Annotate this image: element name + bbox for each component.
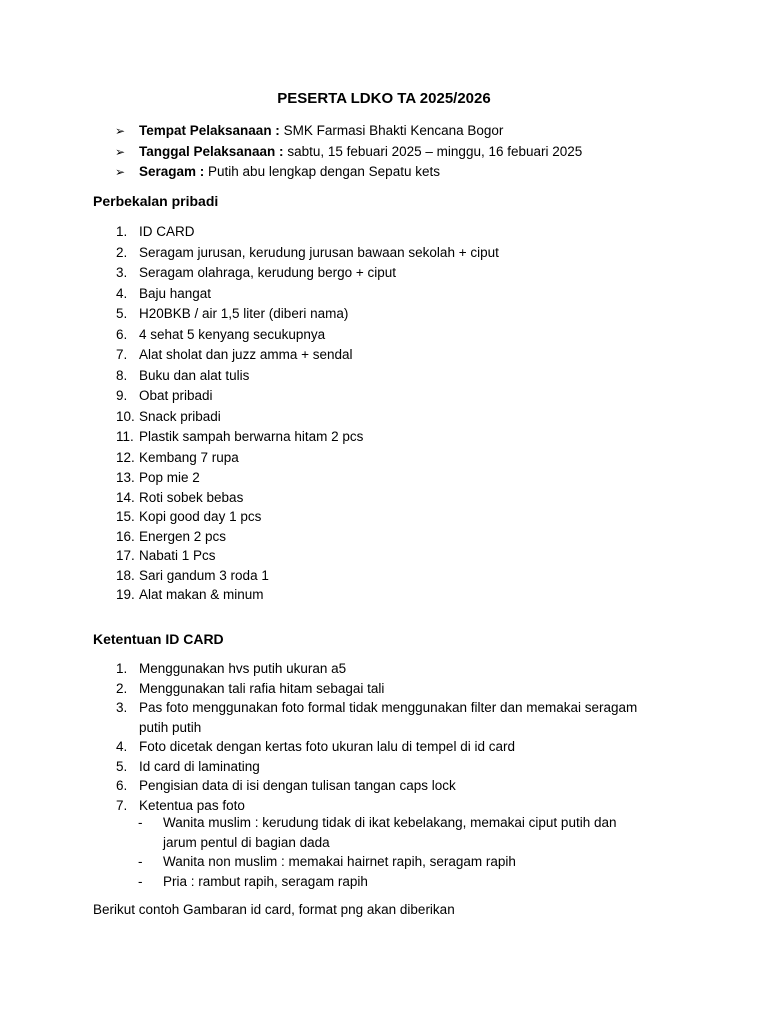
list-item: 3. Pas foto menggunakan foto formal tidak menggunakan filter dan memakai seragam putih putih (116, 700, 638, 735)
list-item: 11. Plastik sampah berwarna hitam 2 pcs (116, 429, 364, 444)
list-item: 7. Alat sholat dan juzz amma + sendal (116, 347, 353, 362)
sub-list-item: - Pria : rambut rapih, seragam rapih (138, 873, 368, 889)
list-item: 18. Sari gandum 3 roda 1 (116, 567, 269, 583)
list-item: 5. Id card di laminating (116, 758, 260, 774)
list-item: 6. Pengisian data di isi dengan tulisan tangan caps lock (116, 778, 456, 793)
list-item: 10. Snack pribadi (116, 408, 221, 424)
footer-note: Berikut contoh Gambaran id card, format png akan diberikan (93, 902, 455, 917)
list-item: 19. Alat makan & minum (116, 587, 264, 602)
sub-list-item: - Wanita muslim : kerudung tidak di ikat kebelakang, memakai ciput putih dan jarum pentul di bagian dada (138, 815, 617, 850)
list-item: 2. Seragam jurusan, kerudung jurusan bawaan sekolah + ciput (116, 244, 499, 260)
info-item-venue (115, 121, 715, 142)
document-title: PESERTA LDKO TA 2025/2026 (277, 90, 491, 107)
info-value: sabtu, 15 febuari 2025 – minggu, 16 febuari 2025 (283, 143, 583, 159)
list-item: 5. H20BKB / air 1,5 liter (diberi nama) (116, 306, 349, 321)
id-card-rules-list (116, 659, 676, 815)
list-item: 1. Menggunakan hvs putih ukuran a5 (116, 661, 347, 676)
photo-rules-sublist (138, 813, 658, 891)
info-item-date (115, 142, 715, 163)
section-heading-id-card: Ketentuan ID CARD (93, 631, 224, 647)
info-item-uniform (115, 162, 715, 183)
list-item: 4. Foto dicetak dengan kertas foto ukuran lalu di tempel di id card (116, 739, 515, 754)
arrowhead-icon: ➢ (115, 165, 126, 179)
list-item: 13. Pop mie 2 (116, 470, 200, 485)
list-item: 1. ID CARD (116, 224, 195, 239)
info-label: Seragam : (139, 164, 205, 179)
list-item: 3. Seragam olahraga, kerudung bergo + ciput (116, 265, 397, 280)
list-item: 9. Obat pribadi (116, 388, 213, 403)
list-item: 2. Menggunakan tali rafia hitam sebagai tali (116, 680, 385, 696)
list-item: 4. Baju hangat (116, 285, 212, 301)
arrowhead-icon: ➢ (115, 144, 126, 159)
list-item: 17. Nabati 1 Pcs (116, 548, 216, 563)
event-info-list (115, 121, 715, 183)
info-label: Tanggal Pelaksanaan : (139, 143, 284, 159)
section-heading-supplies: Perbekalan pribadi (93, 193, 219, 209)
list-item: 16. Energen 2 pcs (116, 528, 227, 544)
list-item: 8. Buku dan alat tulis (116, 367, 250, 383)
arrowhead-icon: ➢ (115, 124, 126, 138)
supplies-list (116, 222, 676, 605)
list-item: 14. Roti sobek bebas (116, 489, 244, 505)
list-item: 6. 4 sehat 5 kenyang secukupnya (116, 326, 326, 342)
list-item: 12. Kembang 7 rupa (116, 449, 239, 465)
list-item: 7. Ketentua pas foto (116, 797, 245, 813)
list-item: 15. Kopi good day 1 pcs (116, 509, 262, 524)
info-value: SMK Farmasi Bhakti Kencana Bogor (279, 123, 504, 138)
info-value: Putih abu lengkap dengan Sepatu kets (204, 164, 440, 179)
sub-list-item: - Wanita non muslim : memakai hairnet rapih, seragam rapih (138, 854, 516, 869)
info-label: Tempat Pelaksanaan : (139, 123, 280, 138)
